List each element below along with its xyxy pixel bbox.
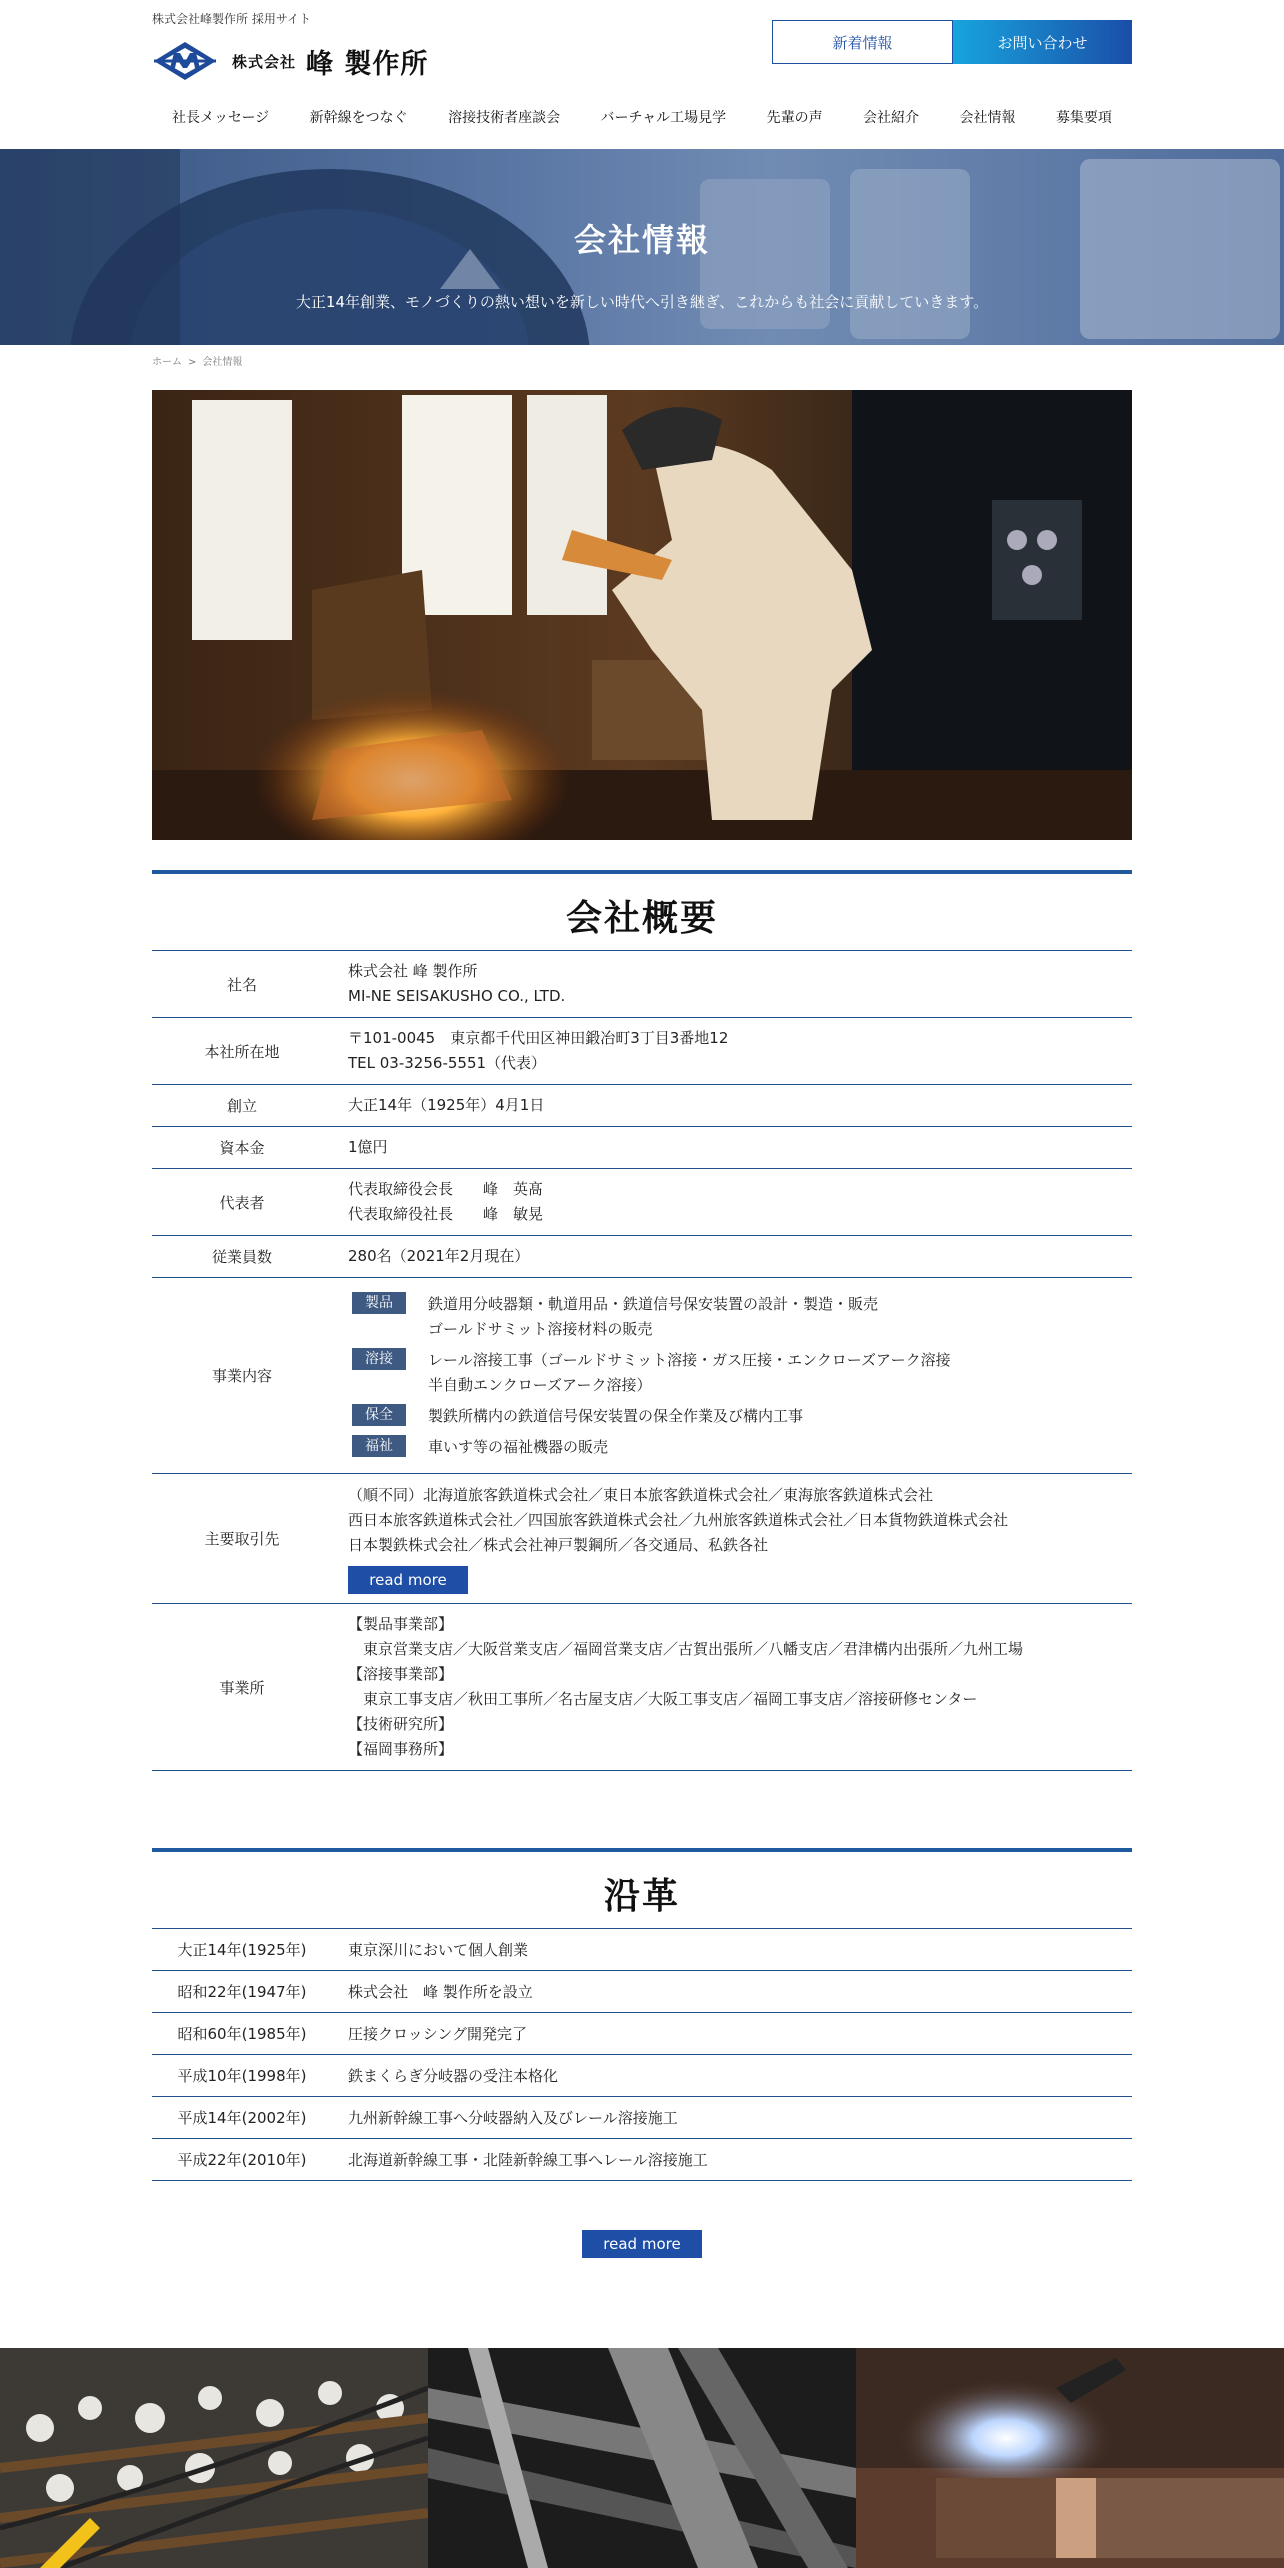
history-text: 株式会社 峰 製作所を設立 — [332, 1971, 1132, 2013]
row-label: 社名 — [152, 951, 332, 1018]
table-row — [152, 1929, 1132, 1971]
representative-president: 代表取締役社長 峰 敏晃 — [348, 1205, 544, 1223]
table-row — [152, 1127, 1132, 1169]
table-row — [152, 1971, 1132, 2013]
nav-item-shinkansen[interactable]: 新幹線をつなぐ — [309, 110, 408, 126]
business-item-maintenance — [348, 1404, 1132, 1429]
clients-read-more-button[interactable]: read more — [348, 1566, 468, 1594]
history-text: 鉄まくらぎ分岐器の受注本格化 — [332, 2055, 1132, 2097]
company-overview-table — [152, 950, 1132, 1771]
history-date: 昭和22年(1947年) — [152, 1971, 332, 2013]
row-label: 創立 — [152, 1085, 332, 1127]
business-line: 車いす等の福祉機器の販売 — [428, 1437, 609, 1456]
row-label: 主要取引先 — [152, 1474, 332, 1604]
hero-subtitle: 大正14年創業、モノづくりの熱い想いを新しい時代へ引き継ぎ、これからも社会に貢献していきます。 — [295, 293, 989, 311]
nav-item-company-intro[interactable]: 会社紹介 — [863, 110, 920, 126]
office-line: 【製品事業部】 — [348, 1615, 454, 1633]
breadcrumb-home-link[interactable]: ホーム — [152, 357, 182, 368]
photo-strip — [0, 2348, 1284, 2568]
table-row — [152, 1604, 1132, 1771]
breadcrumb-separator: > — [188, 357, 197, 368]
turnout-rails-photo — [0, 2348, 428, 2568]
row-label: 本社所在地 — [152, 1018, 332, 1085]
table-row — [152, 2139, 1132, 2181]
office-line: 【溶接事業部】 — [348, 1665, 454, 1683]
nav-item-welder-talk[interactable]: 溶接技術者座談会 — [448, 110, 561, 126]
clients-line: 西日本旅客鉄道株式会社／四国旅客鉄道株式会社／九州旅客鉄道株式会社／日本貨物鉄道株式会社 — [348, 1511, 1009, 1529]
business-line: レール溶接工事（ゴールドサミット溶接・ガス圧接・エンクローズアーク溶接 — [428, 1350, 951, 1369]
nav-item-recruit[interactable]: 募集要項 — [1055, 110, 1112, 126]
table-row — [152, 2055, 1132, 2097]
history-rule — [152, 1848, 1132, 1852]
nav-item-virtual-tour[interactable]: バーチャル工場見学 — [600, 110, 727, 126]
founded-value: 大正14年（1925年）4月1日 — [332, 1085, 1132, 1127]
logo-company-prefix: 株式会社 — [232, 52, 297, 71]
contact-button[interactable]: お問い合わせ — [953, 20, 1132, 64]
history-text: 圧接クロッシング開発完了 — [332, 2013, 1132, 2055]
history-date: 平成10年(1998年) — [152, 2055, 332, 2097]
logo-company-name: 峰 製作所 — [306, 48, 429, 80]
history-title: 沿革 — [603, 1876, 680, 1917]
business-tag: 福祉 — [352, 1435, 406, 1457]
representative-chairman: 代表取締役会長 峰 英髙 — [348, 1180, 544, 1198]
company-name-en: MI-NE SEISAKUSHO CO., LTD. — [348, 987, 566, 1005]
table-row — [152, 1236, 1132, 1278]
business-tag: 溶接 — [352, 1348, 406, 1370]
history-table — [152, 1928, 1132, 2181]
business-tag: 保全 — [352, 1404, 406, 1426]
page-title: 会社情報 — [573, 221, 710, 259]
office-line: 【福岡事務所】 — [348, 1740, 454, 1758]
row-label: 事業所 — [152, 1604, 332, 1771]
breadcrumb — [152, 353, 248, 368]
business-tag: 製品 — [352, 1292, 406, 1314]
table-row — [152, 1085, 1132, 1127]
clients-line: （順不同）北海道旅客鉄道株式会社／東日本旅客鉄道株式会社／東海旅客鉄道株式会社 — [348, 1486, 934, 1504]
table-row — [152, 2013, 1132, 2055]
table-row — [152, 2097, 1132, 2139]
row-label: 代表者 — [152, 1169, 332, 1236]
office-line: 東京営業支店／大阪営業支店／福岡営業支店／古賀出張所／八幡支店／君津構内出張所／九州工場 — [348, 1640, 1024, 1658]
tel-value: TEL 03-3256-5551（代表） — [348, 1054, 547, 1072]
table-row — [152, 1278, 1132, 1474]
office-line: 東京工事支店／秋田工事所／名古屋支店／大阪工事支店／福岡工事支店／溶接研修センター — [348, 1690, 978, 1708]
office-line: 【技術研究所】 — [348, 1715, 454, 1733]
history-text: 九州新幹線工事へ分岐器納入及びレール溶接施工 — [332, 2097, 1132, 2139]
business-line: 製鉄所構内の鉄道信号保安装置の保全作業及び構内工事 — [428, 1406, 804, 1425]
history-date: 昭和60年(1985年) — [152, 2013, 332, 2055]
row-label: 従業員数 — [152, 1236, 332, 1278]
history-date: 大正14年(1925年) — [152, 1929, 332, 1971]
row-label: 資本金 — [152, 1127, 332, 1169]
rail-welding-photo — [856, 2348, 1284, 2568]
company-name-ja: 株式会社 峰 製作所 — [348, 962, 478, 980]
history-date: 平成14年(2002年) — [152, 2097, 332, 2139]
row-label: 事業内容 — [152, 1278, 332, 1474]
clients-line: 日本製鉄株式会社／株式会社神戸製鋼所／各交通局、私鉄各社 — [348, 1536, 769, 1554]
nav-item-voices[interactable]: 先輩の声 — [766, 110, 823, 126]
company-logo[interactable] — [152, 38, 428, 84]
history-date: 平成22年(2010年) — [152, 2139, 332, 2181]
business-line: 半自動エンクローズアーク溶接） — [428, 1375, 652, 1394]
nav-item-message[interactable]: 社長メッセージ — [172, 110, 270, 126]
business-item-welfare — [348, 1435, 1132, 1460]
history-read-more-button[interactable]: read more — [582, 2230, 702, 2258]
capital-value: 1億円 — [332, 1127, 1132, 1169]
header-buttons — [772, 20, 1132, 64]
news-button[interactable]: 新着情報 — [772, 20, 953, 64]
business-line: ゴールドサミット溶接材料の販売 — [428, 1319, 653, 1338]
breadcrumb-current: 会社情報 — [202, 357, 243, 368]
address-value: 〒101-0045 東京都千代田区神田鍛冶町3丁目3番地12 — [348, 1029, 729, 1047]
business-line: 鉄道用分岐器類・軌道用品・鉄道信号保安装置の設計・製造・販売 — [428, 1294, 879, 1313]
business-item-welding — [348, 1348, 1132, 1398]
table-row — [152, 1018, 1132, 1085]
overview-title: 会社概要 — [565, 898, 718, 939]
table-row — [152, 1474, 1132, 1604]
employees-value: 280名（2021年2月現在） — [332, 1236, 1132, 1278]
hero-banner — [0, 149, 1284, 345]
mine-logo-icon — [152, 40, 218, 82]
foundry-worker-photo — [152, 390, 1132, 840]
history-text: 東京深川において個人創業 — [332, 1929, 1132, 1971]
overview-rule — [152, 870, 1132, 874]
history-text: 北海道新幹線工事・北陸新幹線工事へレール溶接施工 — [332, 2139, 1132, 2181]
global-nav — [152, 100, 1132, 134]
business-item-products — [348, 1292, 1132, 1342]
site-tagline: 株式会社峰製作所 採用サイト — [152, 12, 311, 26]
table-row — [152, 951, 1132, 1018]
rail-crossing-photo — [428, 2348, 856, 2568]
nav-item-company-info[interactable]: 会社情報 — [959, 110, 1016, 126]
table-row — [152, 1169, 1132, 1236]
